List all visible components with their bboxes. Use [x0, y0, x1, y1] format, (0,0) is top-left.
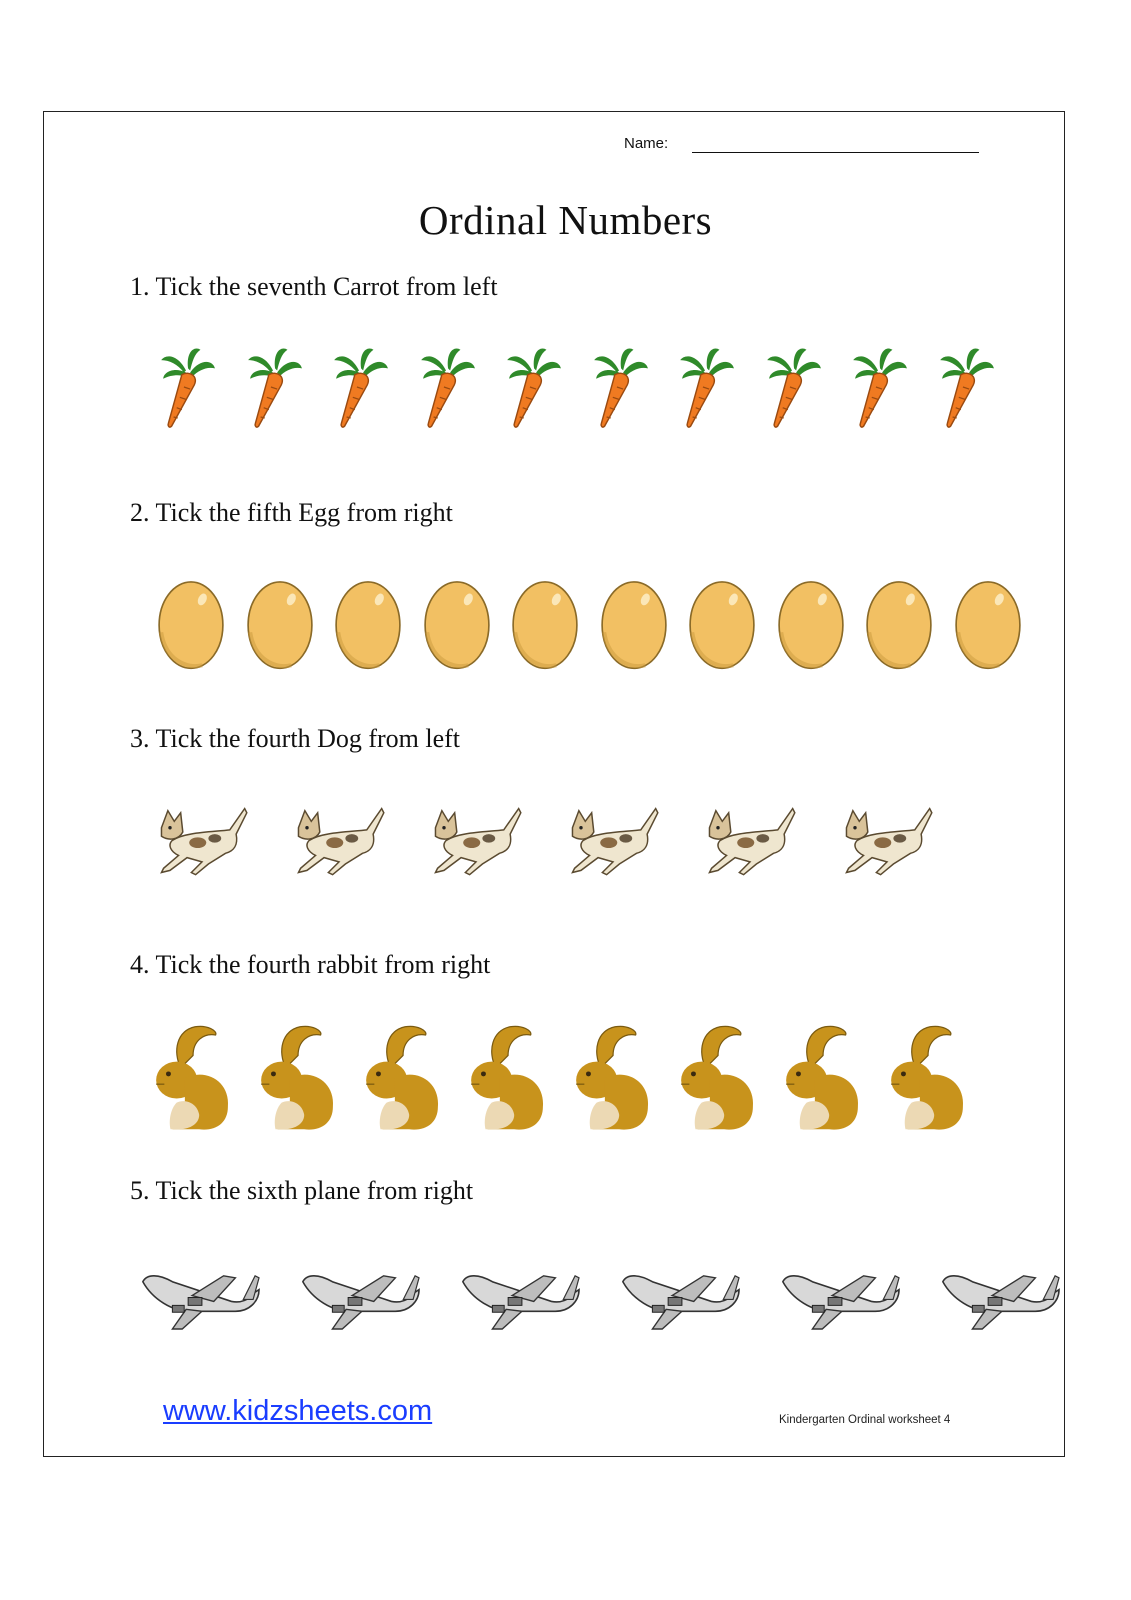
egg-icon[interactable] — [598, 568, 670, 672]
name-label: Name: — [624, 135, 669, 152]
carrot-icon[interactable] — [588, 345, 650, 429]
carrot-icon[interactable] — [847, 345, 909, 429]
plane-row — [0, 1258, 1131, 1340]
egg-icon[interactable] — [332, 568, 404, 672]
egg-icon[interactable] — [863, 568, 935, 672]
carrot-row — [0, 345, 1131, 435]
dog-icon[interactable] — [833, 800, 941, 880]
carrot-icon[interactable] — [501, 345, 563, 429]
carrot-icon[interactable] — [328, 345, 390, 429]
plane-icon[interactable] — [133, 1258, 261, 1336]
carrot-icon[interactable] — [155, 345, 217, 429]
question-2: 2. Tick the fifth Egg from right — [130, 498, 453, 527]
rabbit-icon[interactable] — [570, 1018, 652, 1136]
question-3: 3. Tick the fourth Dog from left — [130, 724, 461, 753]
egg-row — [0, 568, 1131, 676]
plane-icon[interactable] — [293, 1258, 421, 1336]
carrot-icon[interactable] — [674, 345, 736, 429]
dog-icon[interactable] — [148, 800, 256, 880]
carrot-icon[interactable] — [761, 345, 823, 429]
page-title: Ordinal Numbers — [418, 197, 713, 243]
dog-icon[interactable] — [559, 800, 667, 880]
carrot-icon[interactable] — [242, 345, 304, 429]
rabbit-icon[interactable] — [675, 1018, 757, 1136]
worksheet-border — [43, 111, 1065, 1457]
carrot-icon[interactable] — [415, 345, 477, 429]
worksheet-caption: Kindergarten Ordinal worksheet 4 — [779, 1414, 951, 1426]
egg-icon[interactable] — [775, 568, 847, 672]
question-5: 5. Tick the sixth plane from right — [130, 1176, 474, 1205]
rabbit-icon[interactable] — [465, 1018, 547, 1136]
egg-icon[interactable] — [244, 568, 316, 672]
plane-icon[interactable] — [933, 1258, 1061, 1336]
plane-icon[interactable] — [453, 1258, 581, 1336]
egg-icon[interactable] — [421, 568, 493, 672]
dog-icon[interactable] — [285, 800, 393, 880]
dog-icon[interactable] — [696, 800, 804, 880]
rabbit-row — [0, 1018, 1131, 1140]
egg-icon[interactable] — [686, 568, 758, 672]
egg-icon[interactable] — [155, 568, 227, 672]
rabbit-icon[interactable] — [360, 1018, 442, 1136]
question-1: 1. Tick the seventh Carrot from left — [130, 272, 498, 301]
plane-icon[interactable] — [613, 1258, 741, 1336]
kidzsheets-link[interactable]: www.kidzsheets.com — [163, 1395, 433, 1427]
name-field[interactable] — [692, 152, 979, 153]
egg-icon[interactable] — [952, 568, 1024, 672]
rabbit-icon[interactable] — [150, 1018, 232, 1136]
name-row — [624, 135, 984, 159]
rabbit-icon[interactable] — [885, 1018, 967, 1136]
dog-icon[interactable] — [422, 800, 530, 880]
question-4: 4. Tick the fourth rabbit from right — [130, 950, 491, 979]
egg-icon[interactable] — [509, 568, 581, 672]
carrot-icon[interactable] — [934, 345, 996, 429]
rabbit-icon[interactable] — [255, 1018, 337, 1136]
dog-row — [0, 800, 1131, 882]
plane-icon[interactable] — [773, 1258, 901, 1336]
rabbit-icon[interactable] — [780, 1018, 862, 1136]
